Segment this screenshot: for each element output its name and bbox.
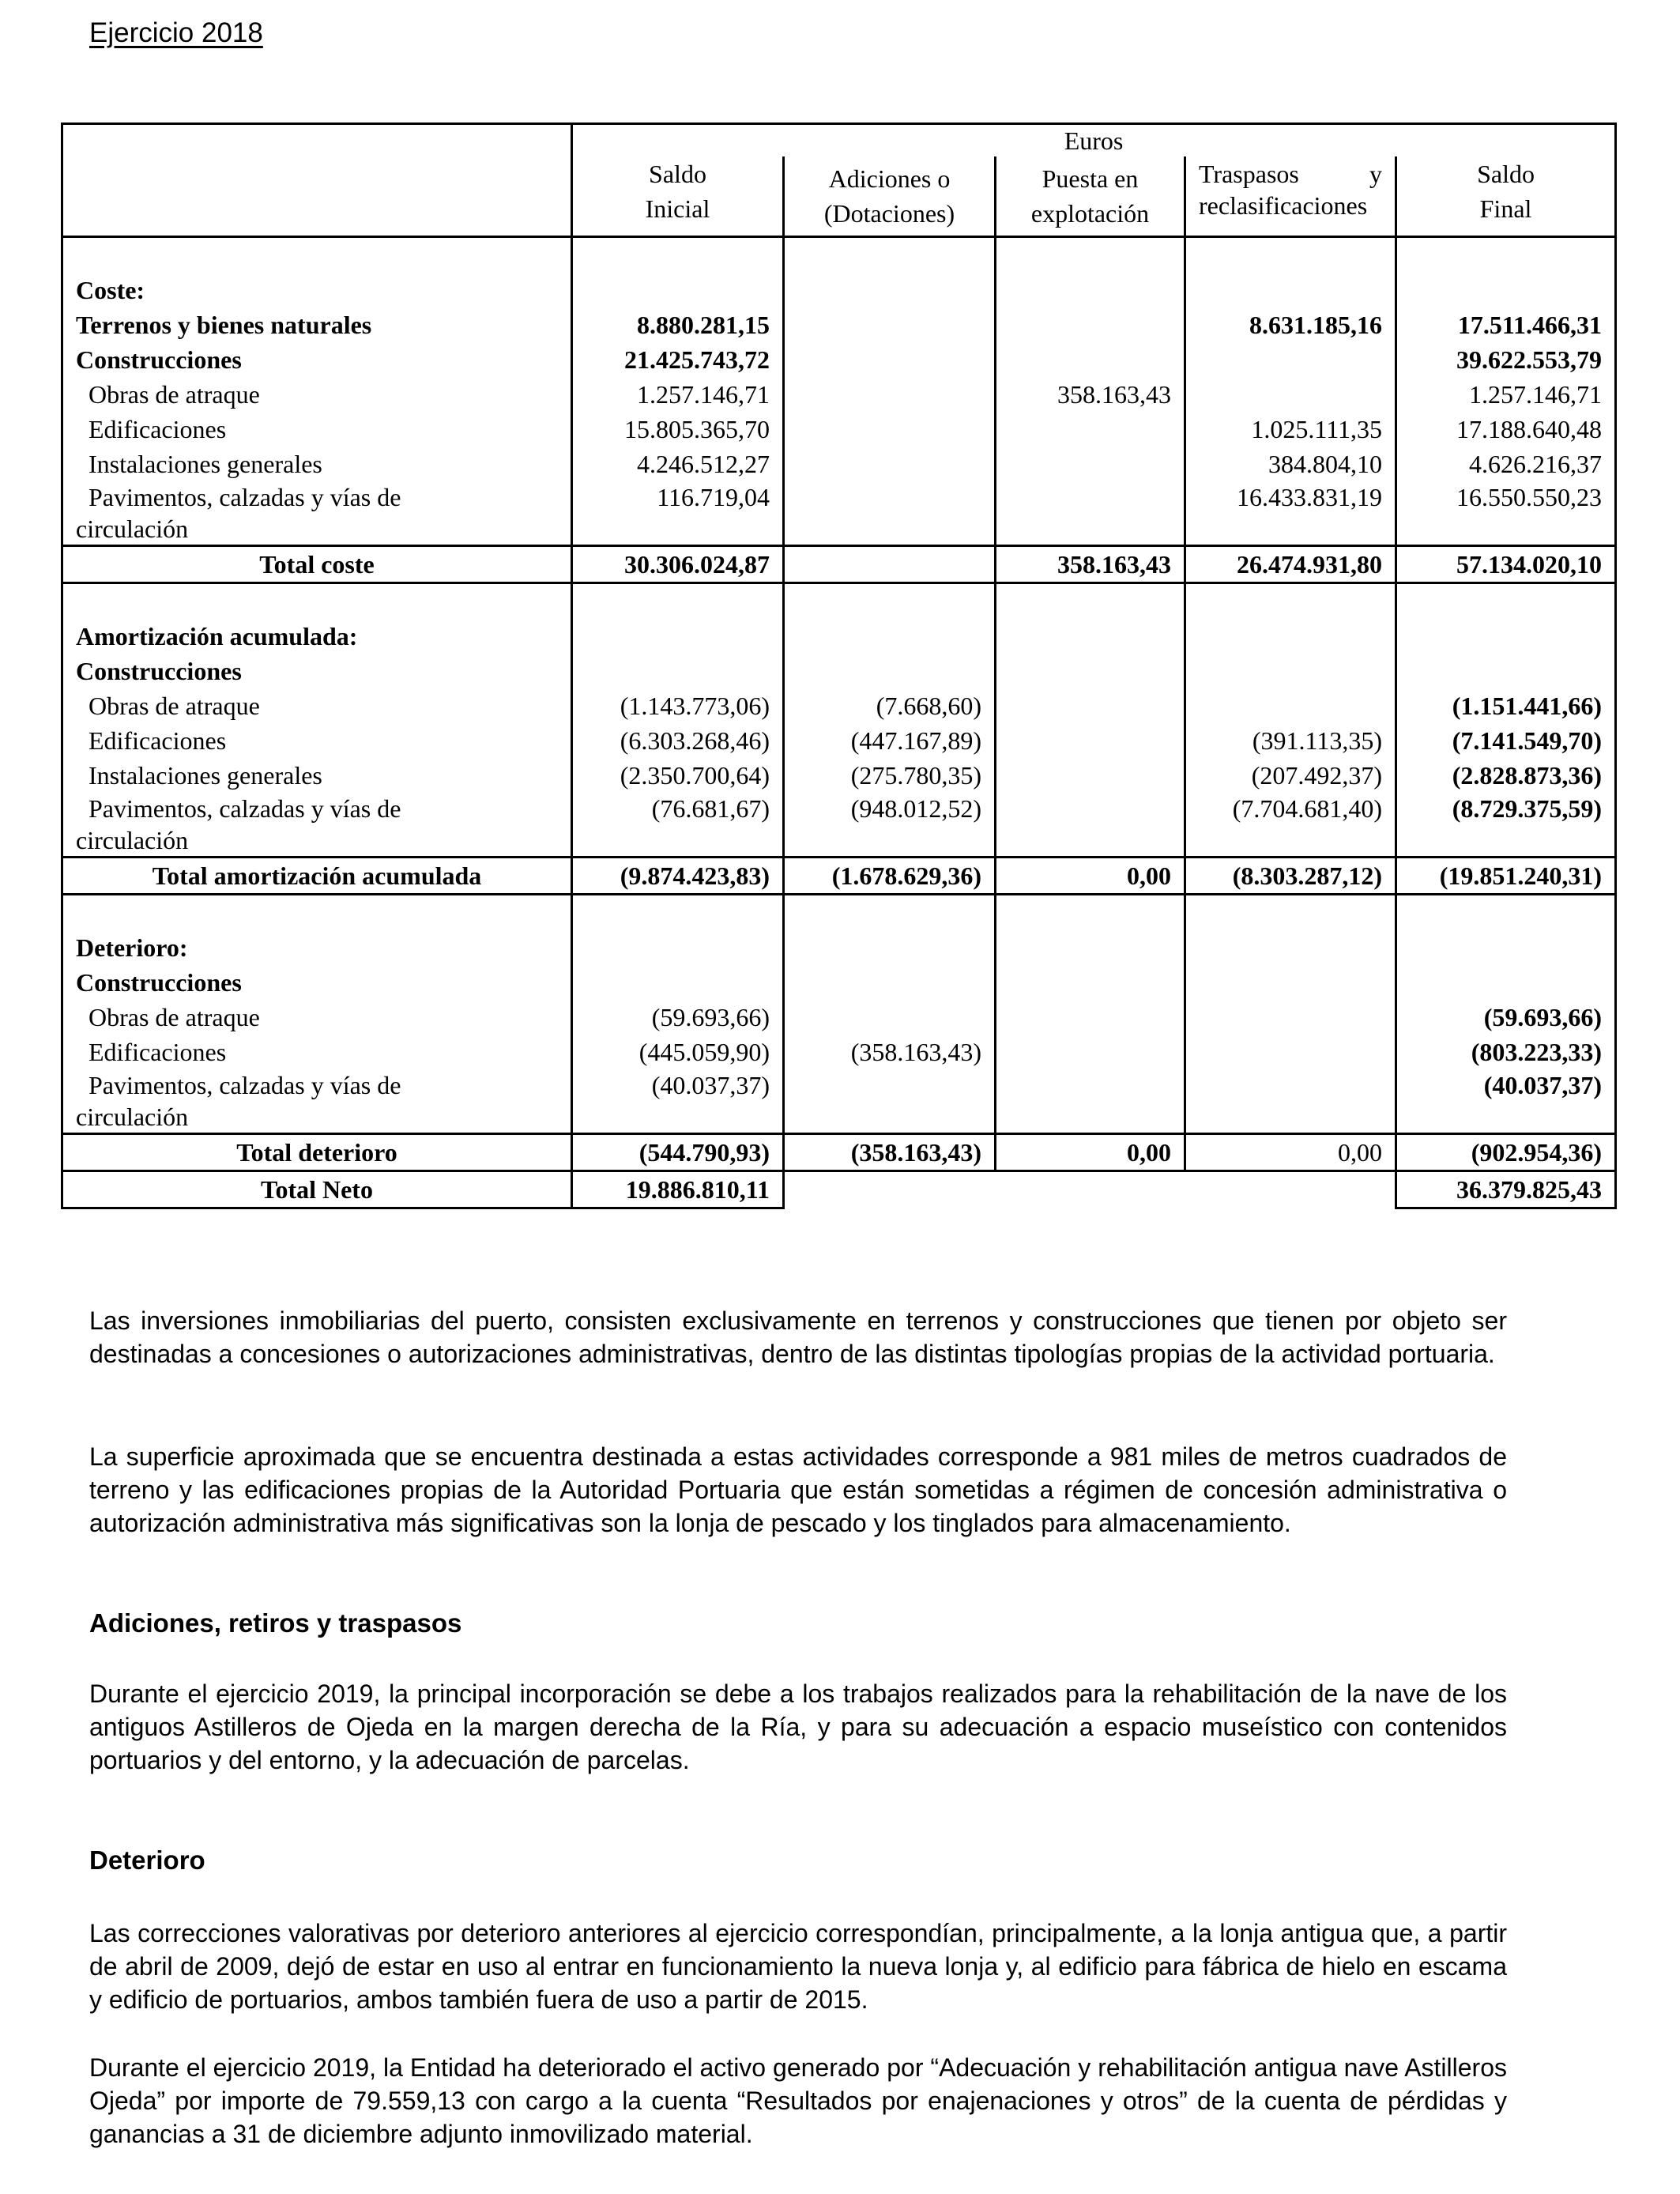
cell-puesta	[996, 758, 1185, 793]
col-adiciones-line2: (Dotaciones)	[823, 199, 955, 228]
cell-traspasos	[1185, 1035, 1396, 1069]
row-label: Construcciones	[62, 965, 572, 1000]
table-row	[62, 688, 1616, 723]
col-saldo-final-line2: Final	[1479, 194, 1532, 223]
cell-final: 1.257.146,71	[1396, 377, 1616, 412]
table-row	[62, 447, 1616, 481]
cell-inicial: (6.303.268,46)	[572, 723, 784, 758]
cell-traspasos: 0,00	[1185, 1134, 1396, 1171]
row-label	[62, 481, 572, 546]
table-row	[62, 412, 1616, 447]
cell-puesta	[996, 447, 1185, 481]
cell-puesta	[996, 793, 1185, 858]
cell-puesta	[996, 1035, 1185, 1069]
cell-inicial: (2.350.700,64)	[572, 758, 784, 793]
col-traspasos-line2: reclasificaciones	[1199, 191, 1368, 220]
cell-adiciones	[784, 546, 996, 583]
row-label: Edificaciones	[62, 1035, 572, 1069]
table-row	[62, 793, 1616, 858]
section-title-deterioro: Deterioro:	[62, 930, 572, 965]
cell-final: (902.954,36)	[1396, 1134, 1616, 1171]
row-label: Instalaciones generales	[62, 447, 572, 481]
cell-traspasos: (8.303.287,12)	[1185, 858, 1396, 895]
col-traspasos	[1185, 156, 1396, 237]
row-label	[62, 793, 572, 858]
cell-traspasos	[1185, 1069, 1396, 1134]
cell-final: 17.511.466,31	[1396, 307, 1616, 342]
table-row	[62, 723, 1616, 758]
cell-adiciones	[784, 307, 996, 342]
table-row	[62, 858, 1616, 895]
cell-adiciones	[784, 342, 996, 377]
col-saldo-inicial-line2: Inicial	[645, 194, 710, 223]
cell-adiciones	[784, 447, 996, 481]
row-label-line1: Pavimentos, calzadas y vías de	[89, 483, 401, 511]
cell-adiciones: (358.163,43)	[784, 1035, 996, 1069]
row-label: Construcciones	[62, 342, 572, 377]
cell-final: (1.151.441,66)	[1396, 688, 1616, 723]
cell-adiciones: (7.668,60)	[784, 688, 996, 723]
row-label: Obras de atraque	[62, 1000, 572, 1035]
cell-puesta	[996, 688, 1185, 723]
table-row	[62, 654, 1616, 688]
paragraph-deterioro-2: Durante el ejercicio 2019, la Entidad ha deteriorado el activo generado por “Adecuación y rehabilitación antigua nave Astilleros Ojeda” por importe de 79.559,13 con cargo a la cuenta “Resultados por enajenaciones y otros” de la cuenta de pérdidas y ganancias a 31 de diciembre adjunto inmovilizado material.	[89, 2053, 1507, 2148]
table-row	[62, 481, 1616, 546]
row-label-line2: circulación	[76, 1103, 189, 1131]
cell-traspasos: 384.804,10	[1185, 447, 1396, 481]
cell-adiciones	[784, 1069, 996, 1134]
cell-puesta	[996, 723, 1185, 758]
cell-adiciones: (447.167,89)	[784, 723, 996, 758]
col-puesta-line1: Puesta en	[1042, 164, 1139, 193]
cell-adiciones: (1.678.629,36)	[784, 858, 996, 895]
section-heading-adiciones: Adiciones, retiros y traspasos	[89, 1608, 462, 1638]
cell-adiciones	[784, 1000, 996, 1035]
cell-final: 36.379.825,43	[1396, 1171, 1616, 1208]
paragraph-adiciones: Durante el ejercicio 2019, la principal incorporación se debe a los trabajos realizados para la rehabilitación de la nave de los antiguos Astilleros de Ojeda en la margen derecha de la Ría, y para su adecuación a espacio museístico con contenidos portuarios y del entorno, y la adecuación de parcelas.	[89, 1679, 1507, 1774]
col-traspasos-line1b: y	[1369, 160, 1382, 188]
cell-puesta	[996, 1069, 1185, 1134]
cell-inicial: 8.880.281,15	[572, 307, 784, 342]
cell-inicial: (40.037,37)	[572, 1069, 784, 1134]
cell-adiciones	[784, 377, 996, 412]
cell-inicial: (445.059,90)	[572, 1035, 784, 1069]
row-label-line2: circulación	[76, 826, 189, 854]
col-adiciones-line1: Adiciones o	[828, 164, 951, 193]
col-saldo-inicial	[572, 156, 784, 237]
cell-traspasos	[1185, 1000, 1396, 1035]
currency-label: Euros	[572, 124, 1616, 157]
col-puesta	[996, 156, 1185, 237]
section-heading-deterioro: Deterioro	[89, 1845, 205, 1875]
cell-puesta: 0,00	[996, 858, 1185, 895]
row-label: Edificaciones	[62, 412, 572, 447]
cell-inicial: 21.425.743,72	[572, 342, 784, 377]
row-label: Instalaciones generales	[62, 758, 572, 793]
table-row	[62, 273, 1616, 307]
total-neto-label: Total Neto	[62, 1171, 572, 1208]
cell-inicial: 4.246.512,27	[572, 447, 784, 481]
section-title-coste: Coste:	[62, 273, 572, 307]
cell-final: (40.037,37)	[1396, 1069, 1616, 1134]
cell-final: (8.729.375,59)	[1396, 793, 1616, 858]
cell-final: 39.622.553,79	[1396, 342, 1616, 377]
cell-final: 57.134.020,10	[1396, 546, 1616, 583]
page-heading: Ejercicio 2018	[89, 17, 263, 48]
cell-final: (2.828.873,36)	[1396, 758, 1616, 793]
table-row	[62, 1000, 1616, 1035]
total-label: Total amortización acumulada	[62, 858, 572, 895]
cell-inicial: (9.874.423,83)	[572, 858, 784, 895]
cell-final: (7.141.549,70)	[1396, 723, 1616, 758]
cell-traspasos: (391.113,35)	[1185, 723, 1396, 758]
cell-inicial: 1.257.146,71	[572, 377, 784, 412]
cell-puesta	[996, 481, 1185, 546]
cell-final: (19.851.240,31)	[1396, 858, 1616, 895]
row-label: Edificaciones	[62, 723, 572, 758]
row-label: Obras de atraque	[62, 377, 572, 412]
cell-adiciones: (358.163,43)	[784, 1134, 996, 1171]
cell-traspasos: 1.025.111,35	[1185, 412, 1396, 447]
table-row	[62, 1171, 1616, 1208]
cell-inicial: 15.805.365,70	[572, 412, 784, 447]
paragraph-superficie: La superficie aproximada que se encuentra destinada a estas actividades corresponde a 981 miles de metros cuadrados de terreno y las edificaciones propias de la Autoridad Portuaria que están sometidas a régimen de concesión administrativa o autorización administrativa más significativas son la lonja de pescado y los tinglados para almacenamiento.	[89, 1442, 1507, 1537]
cell-inicial: 30.306.024,87	[572, 546, 784, 583]
table-row	[62, 965, 1616, 1000]
cell-inicial: (544.790,93)	[572, 1134, 784, 1171]
cell-adiciones: (948.012,52)	[784, 793, 996, 858]
cell-traspasos: 8.631.185,16	[1185, 307, 1396, 342]
cell-traspasos: 26.474.931,80	[1185, 546, 1396, 583]
total-label: Total deterioro	[62, 1134, 572, 1171]
col-traspasos-line1a: Traspasos	[1199, 160, 1299, 188]
row-label: Obras de atraque	[62, 688, 572, 723]
col-saldo-inicial-line1: Saldo	[649, 160, 706, 188]
cell-puesta	[996, 412, 1185, 447]
col-saldo-final	[1396, 156, 1616, 237]
cell-inicial: (76.681,67)	[572, 793, 784, 858]
paragraph-inversiones: Las inversiones inmobiliarias del puerto, consisten exclusivamente en terrenos y construcciones que tienen por objeto ser destinadas a concesiones o autorizaciones administrativas, dentro de las distintas tipologías propias de la actividad portuaria.	[89, 1306, 1507, 1368]
investment-table	[61, 123, 1617, 1209]
cell-puesta	[996, 1000, 1185, 1035]
cell-final: 4.626.216,37	[1396, 447, 1616, 481]
cell-adiciones	[784, 481, 996, 546]
cell-adiciones: (275.780,35)	[784, 758, 996, 793]
row-label: Construcciones	[62, 654, 572, 688]
header-empty-cell	[62, 124, 572, 237]
col-adiciones	[784, 156, 996, 237]
table-row	[62, 307, 1616, 342]
table-row	[62, 1069, 1616, 1134]
cell-traspasos: 16.433.831,19	[1185, 481, 1396, 546]
table-row	[62, 342, 1616, 377]
table-row	[62, 377, 1616, 412]
cell-puesta: 0,00	[996, 1134, 1185, 1171]
cell-final: 16.550.550,23	[1396, 481, 1616, 546]
cell-traspasos	[1185, 342, 1396, 377]
col-saldo-final-line1: Saldo	[1477, 160, 1535, 188]
paragraph-deterioro-1: Las correcciones valorativas por deterioro anteriores al ejercicio correspondían, principalmente, a la lonja antigua que, a partir de abril de 2009, dejó de estar en uso al entrar en funcionamiento la nueva lonja y, al edificio para fábrica de hielo en escama y edificio de portuarios, ambos también fuera de uso a partir de 2015.	[89, 1919, 1507, 2014]
row-label-line1: Pavimentos, calzadas y vías de	[89, 1071, 401, 1099]
cell-puesta	[996, 307, 1185, 342]
cell-traspasos	[1185, 688, 1396, 723]
cell-inicial: (1.143.773,06)	[572, 688, 784, 723]
cell-inicial: (59.693,66)	[572, 1000, 784, 1035]
cell-inicial: 19.886.810,11	[572, 1171, 784, 1208]
cell-traspasos	[1185, 377, 1396, 412]
table-row	[62, 619, 1616, 654]
row-label: Terrenos y bienes naturales	[62, 307, 572, 342]
cell-inicial: 116.719,04	[572, 481, 784, 546]
row-label-line2: circulación	[76, 515, 189, 543]
col-puesta-line2: explotación	[1030, 199, 1150, 228]
row-label-line1: Pavimentos, calzadas y vías de	[89, 794, 401, 823]
table-row	[62, 546, 1616, 583]
cell-final: (59.693,66)	[1396, 1000, 1616, 1035]
cell-puesta: 358.163,43	[996, 377, 1185, 412]
cell-traspasos: (7.704.681,40)	[1185, 793, 1396, 858]
cell-puesta	[996, 342, 1185, 377]
total-label: Total coste	[62, 546, 572, 583]
cell-final: 17.188.640,48	[1396, 412, 1616, 447]
table-row	[62, 758, 1616, 793]
cell-puesta: 358.163,43	[996, 546, 1185, 583]
cell-adiciones	[784, 412, 996, 447]
table-row	[62, 1134, 1616, 1171]
cell-final: (803.223,33)	[1396, 1035, 1616, 1069]
cell-traspasos: (207.492,37)	[1185, 758, 1396, 793]
section-title-amortizacion: Amortización acumulada:	[62, 619, 572, 654]
row-label	[62, 1069, 572, 1134]
table-row	[62, 1035, 1616, 1069]
table-row	[62, 930, 1616, 965]
